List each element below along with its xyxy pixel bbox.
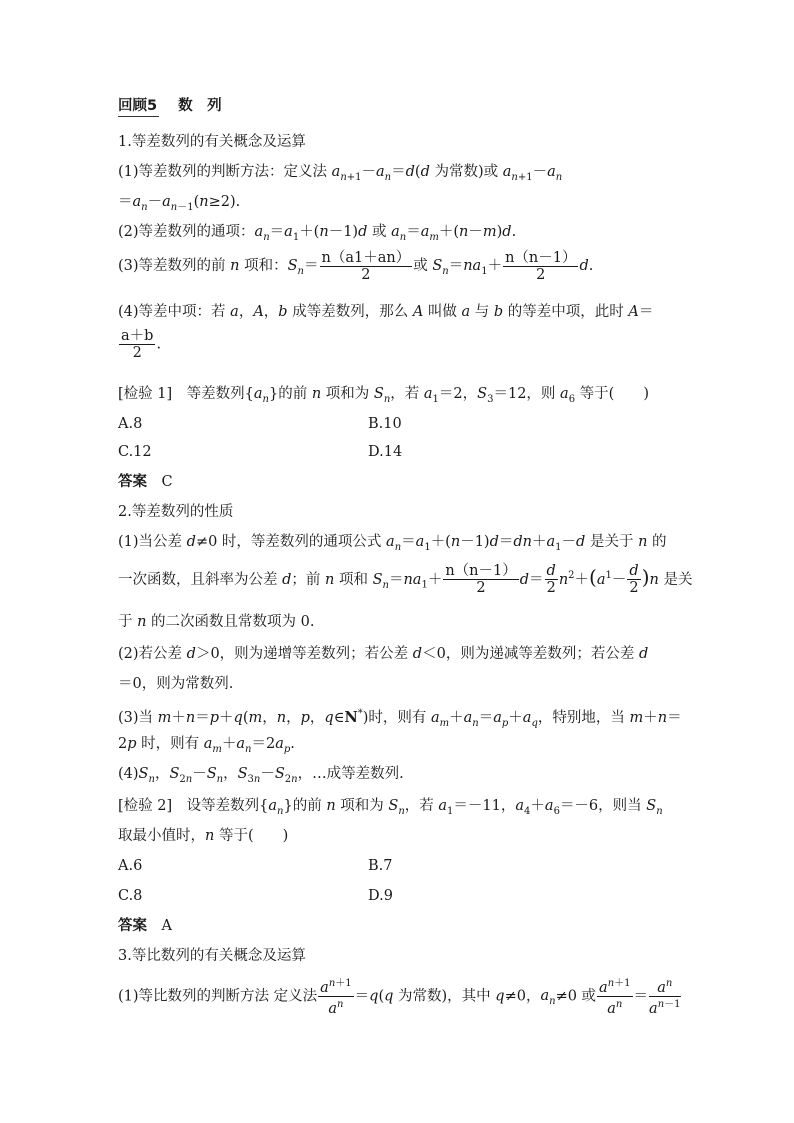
review-title: 数 列 <box>178 98 222 114</box>
s2-p1-line2: 一次函数，且斜率为公差 d；前 n 项和 $S_n=na_1+$ $\frac{n(n-1)}{2}$ d＝ $\frac{d}{2}$ $n^2+(a^1-$ $\frac{d}{2}$ )n 是关 <box>118 563 693 597</box>
s2-p2-line1: (2)若公差 d＞0，则为递增等差数列；若公差 d＜0，则为递减等差数列；若公差 d <box>118 646 649 662</box>
quiz2-stem-line1: [检验 2] 设等差数列$\{a_n\}$的前 n 项和为 $S_n$，若 $a_1=-11$，$a_4+a_6=-6$，则当 $S_n$ <box>118 798 663 817</box>
quiz2-option-d[interactable]: D.9 <box>368 888 393 904</box>
answer-label: 答案 <box>118 918 147 934</box>
answer-value: A <box>161 918 172 934</box>
quiz1-option-b[interactable]: B.10 <box>368 416 402 432</box>
s3-fraction-1: $\frac{a^{n+1}}{a^n}$ <box>320 978 352 1017</box>
s3-fraction-3: $\frac{a^n}{a^{n-1}}$ <box>649 978 681 1017</box>
s1-p4: (4)等差中项：若 a，A，b 成等差数列，那么 A 叫做 a 与 b 的等差中项，此时 A＝ <box>118 304 654 320</box>
quiz2-option-c[interactable]: C.8 <box>118 888 143 904</box>
review-header <box>118 96 222 117</box>
s1-p1-line1: (1)等差数列的判断方法：定义法 $a_{n+1}-a_n=d(d$ 为常数)或 $a_{n+1}-a_n$ <box>118 164 563 183</box>
quiz2-stem-line2: 取最小值时，n 等于( ) <box>118 828 289 844</box>
s3-p1: (1)等比数列的判断方法 定义法 $\frac{a^{n+1}}{a^n}$ ＝q(q 为常数)，其中 q≠0，$a_n\ne 0$ 或 $\frac{a^{n+1}}{a^n}$ ＝ $\frac{a^n}{a^{n-1}}$ <box>118 978 681 1017</box>
quiz2-option-b[interactable]: B.7 <box>368 858 393 874</box>
s1-p3: (3)等差数列的前 n 项和：$S_n=$ $\frac{n(a1+an)}{2}$ 或 $S_n=na_1+$ $\frac{n(n-1)}{2}$ d. <box>118 249 594 283</box>
answer-value: C <box>161 474 173 490</box>
s1-p2: (2)等差数列的通项：$a_n=a_1+(n-1)d$ 或 $a_n=a_m+(n-m)d$. <box>118 224 517 243</box>
s2-p1-line3: 于 n 的二次函数且常数项为 0. <box>118 614 315 630</box>
s2-fraction-3: $\frac{d}{2}$ <box>629 563 639 597</box>
quiz1-option-a[interactable]: A.8 <box>118 416 143 432</box>
quiz1-answer <box>118 472 173 492</box>
review-label: 回顾5 <box>118 96 159 117</box>
s1-p1-line2: $=a_n-a_{n-1}(n\ge 2)$. <box>118 194 241 213</box>
s2-p1-line1: (1)当公差 d≠0 时，等差数列的通项公式 $a_n=a_1+(n-1)d=dn+a_1-d$ 是关于 n 的 <box>118 534 667 553</box>
section2-title: 2.等差数列的性质 <box>118 504 234 520</box>
quiz2-answer <box>118 916 172 936</box>
s2-p2-line2: ＝0，则为常数列. <box>118 676 234 692</box>
answer-label: 答案 <box>118 474 147 490</box>
s2-fraction-2: $\frac{d}{2}$ <box>546 563 556 597</box>
quiz1-option-d[interactable]: D.14 <box>368 444 403 460</box>
s2-p3-line1: (3)当 m＋n＝p＋q(m，n，p，q∈N*)时，则有 $a_m+a_n=a_p+a_q$，特别地，当 m＋n＝ <box>118 708 682 729</box>
s2-p4: $(4)S_n$，$S_{2n}-S_n$，$S_{3n}-S_{2n}$，…成等差数列. <box>118 766 404 785</box>
mid-term-fraction: $\frac{a+b}{2}$ <box>121 328 154 361</box>
section1-title: 1.等差数列的有关概念及运算 <box>118 134 306 150</box>
quiz2-option-a[interactable]: A.6 <box>118 858 143 874</box>
s3-fraction-2: $\frac{a^{n+1}}{a^n}$ <box>599 978 631 1017</box>
quiz1-stem: [检验 1] 等差数列$\{a_n\}$的前 n 项和为 $S_n$，若 $a_1=2$，$S_3=12$，则 $a_6$ 等于( ) <box>118 386 649 405</box>
section3-title: 3.等比数列的有关概念及运算 <box>118 948 306 964</box>
sum-fraction-2: $\frac{n(n-1)}{2}$ <box>505 249 577 283</box>
quiz1-option-c[interactable]: C.12 <box>118 444 152 460</box>
s2-fraction-1: $\frac{n(n-1)}{2}$ <box>445 563 517 597</box>
sum-fraction-1: $\frac{n(a1+an)}{2}$ <box>321 249 411 283</box>
s2-p3-line2: 2p 时，则有 $a_m+a_n=2a_p$. <box>118 736 295 755</box>
s1-p4-fraction-line: $\frac{a+b}{2}$ . <box>121 328 162 361</box>
